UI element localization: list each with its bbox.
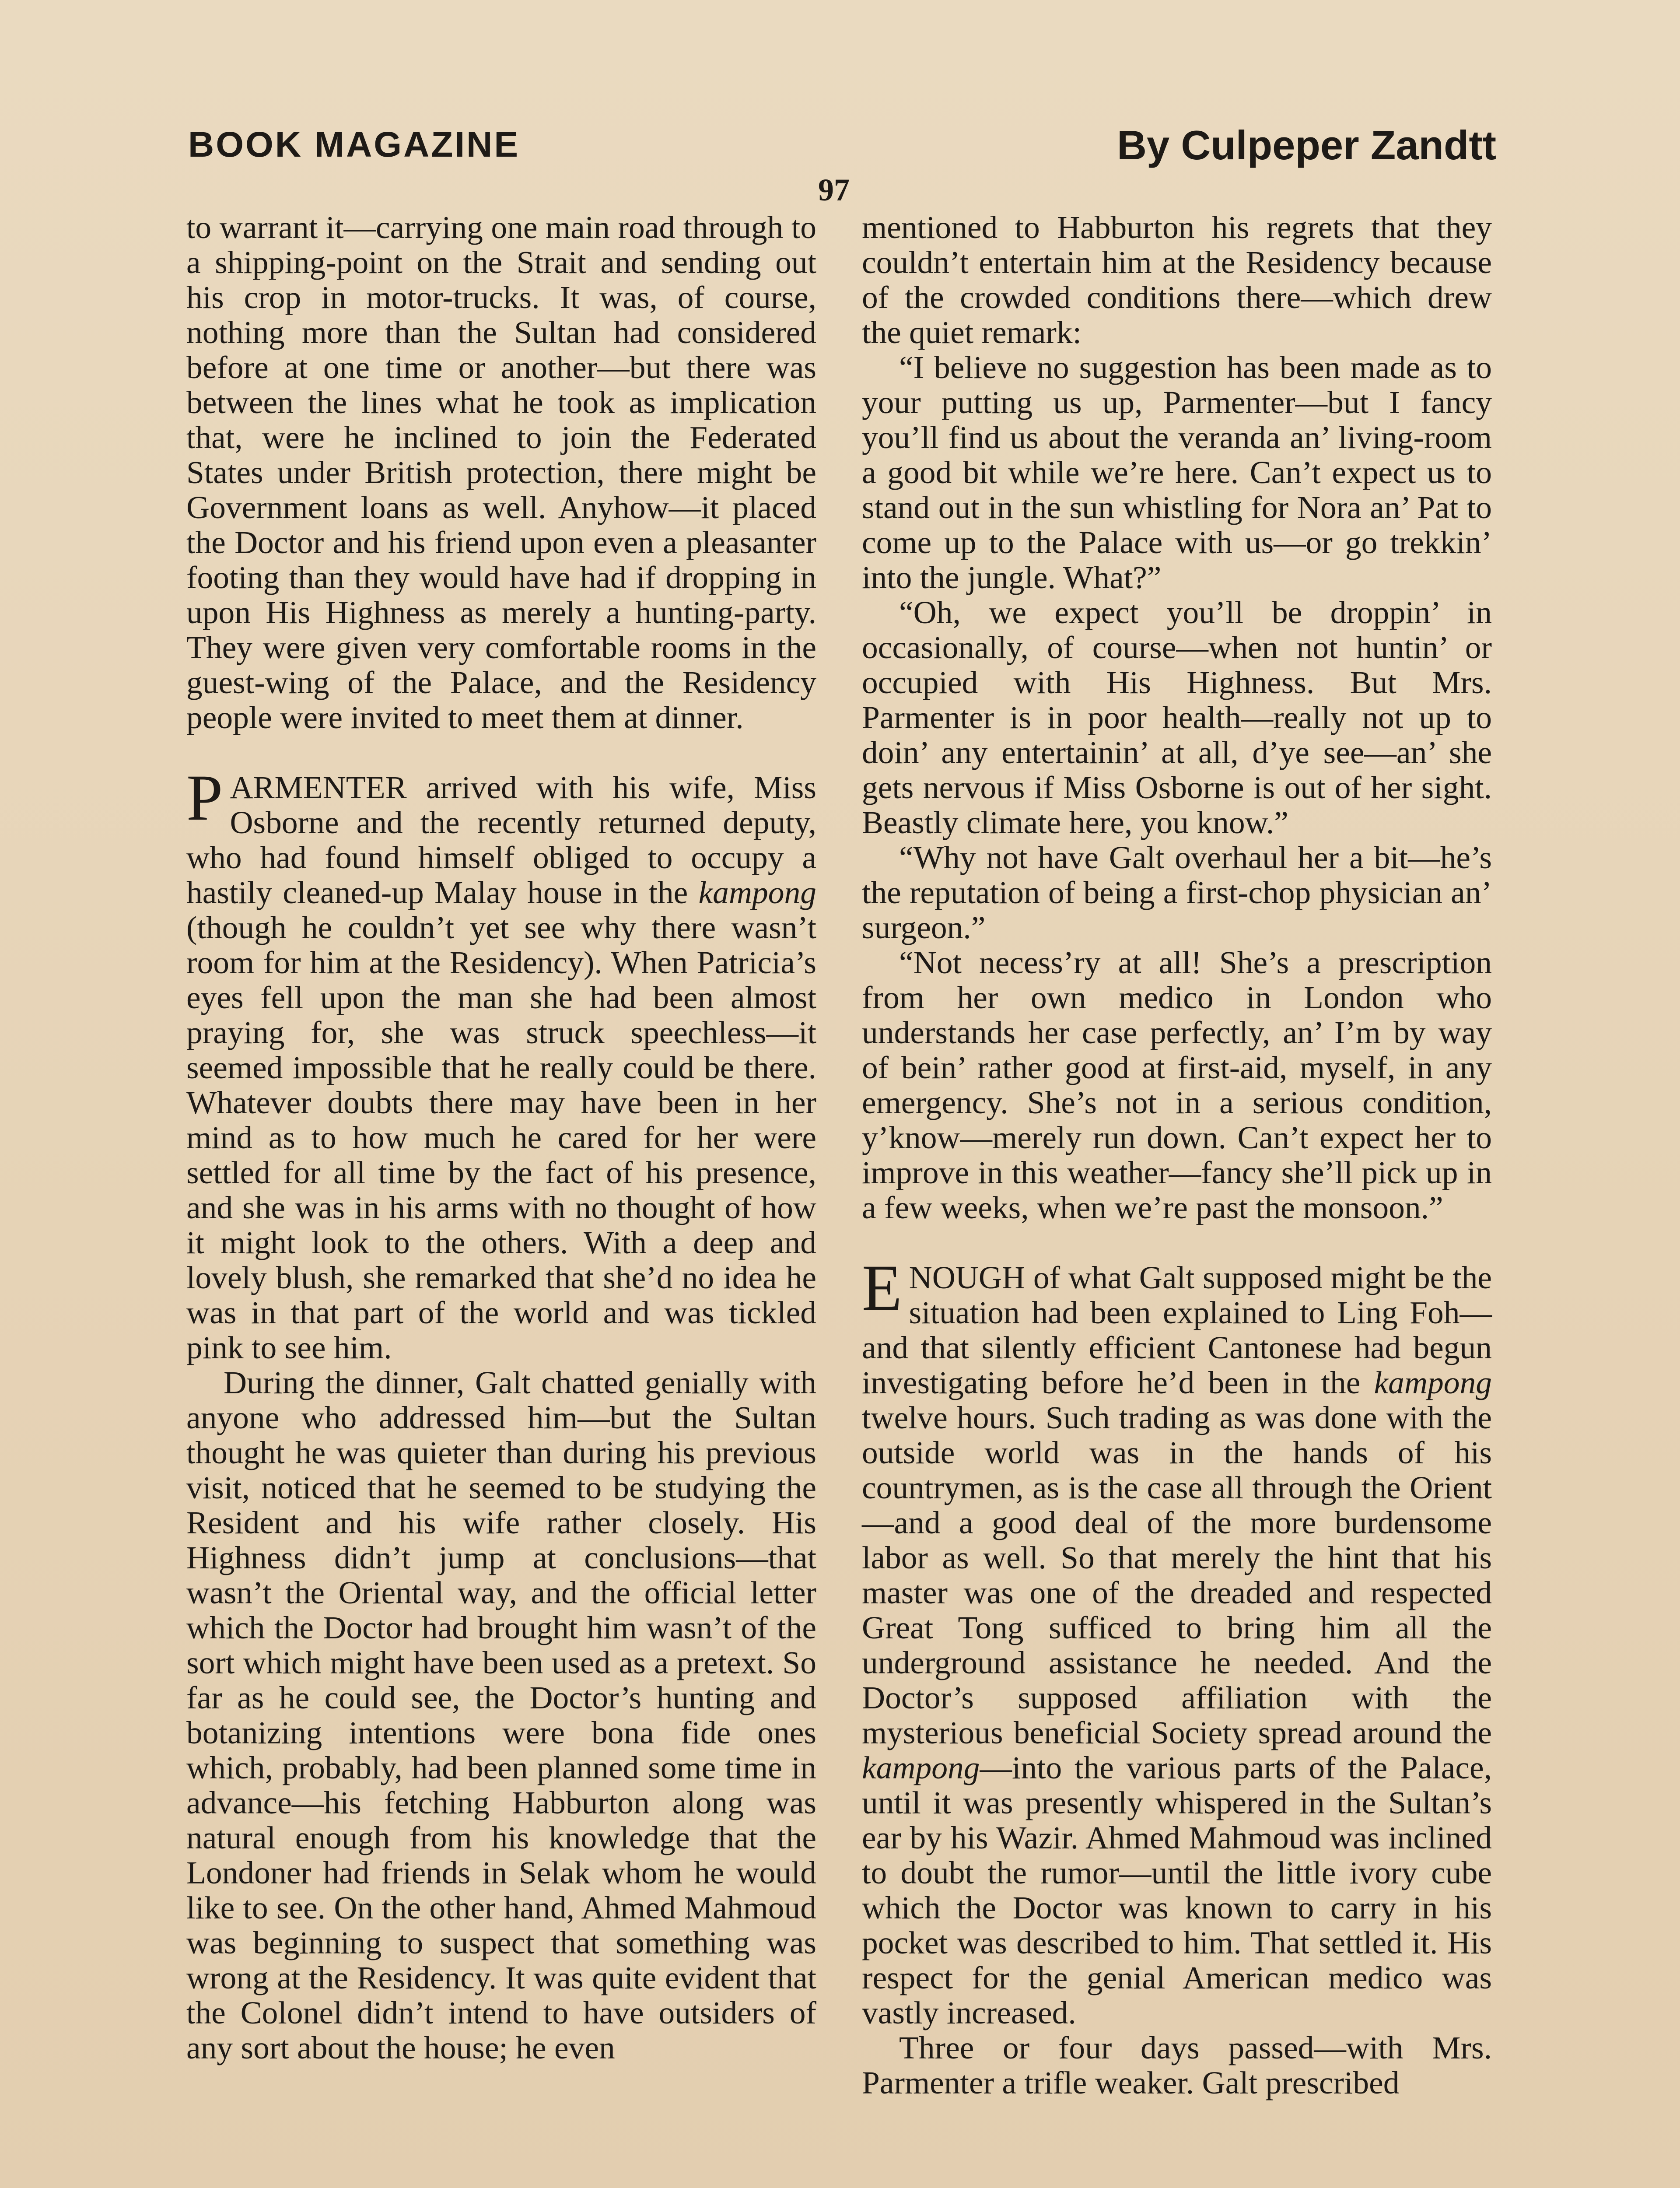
page-number: 97: [818, 172, 850, 207]
drop-cap-letter: E: [862, 1252, 902, 1324]
paragraph: During the dinner, Galt chatted genially with anyone who addressed him—but the Sultan thought he was quieter than during his previous visit, noticed that he seemed to be studying the Resident and his wife rather closely. His Highness didn’t jump at conclusions—that wasn’t the Oriental way, and the official letter which the Doctor had brought him wasn’t of the sort which might have been used as a pretext. So far as he could see, the Doctor’s hunting and botanizing intentions were bona fide ones which, probably, had been planned some time in advance—his fetching Habburton along was natural enough from his knowledge that the Londoner had friends in Selak whom he would like to see. On the other hand, Ahmed Mahmoud was beginning to suspect that something was wrong at the Residency. It was quite evident that the Colonel didn’t intend to have outsiders of any sort about the house; he even: [186, 1365, 816, 2065]
drop-cap-letter: P: [186, 761, 223, 834]
paragraph-text: arrived with his wife, Miss Osborne and the recently returned deputy, who had found himself obliged to occupy a hastily cleaned-up Malay house in the: [186, 770, 816, 910]
paragraph-text: of what Galt supposed might be the situation had been explained to Ling Foh—and that silently efficient Cantonese had begun investigating before he’d been in the: [862, 1260, 1492, 1400]
paragraph-text: (though he couldn’t yet see why there wasn’t room for him at the Residency). When Patricia’s eyes fell upon the man she had been almost praying for, she was struck speechless—it seemed impossible that he really could be there. Whatever doubts there may have been in her mind as to how much he cared for her were settled for all time by the fact of his presence, and she was in his arms with no thought of how it might look to the others. With a deep and lovely blush, she remarked that she’d no idea he was in that part of the world and was tickled pink to see him.: [186, 910, 816, 1365]
paragraph: “Oh, we expect you’ll be droppin’ in occasionally, of course—when not huntin’ or occupied with His Highness. But Mrs. Parmenter is in poor health—really not up to doin’ any entertainin’ at all, d’ye see—an’ she gets nervous if Miss Osborne is out of her sight. Beastly climate here, you know.”: [862, 595, 1492, 840]
italic-word: kampong: [862, 1750, 980, 1785]
paragraph: “Not necess’ry at all! She’s a prescription from her own medico in London who understands her case perfectly, an’ I’m by way of bein’ rather good at first-aid, myself, in any emergency. She’s not in a serious condition, y’know—merely run down. Can’t expect her to improve in this weather—fancy she’ll pick up in a few weeks, when we’re past the monsoon.”: [862, 945, 1492, 1225]
paragraph-text: twelve hours. Such trading as was done with the outside world was in the hands of his countrymen, as is the case all through the Orient—and a good deal of the more burdensome labor as well. So that merely the hint that his master was one of the dreaded and respected Great Tong sufficed to bring him all the underground assistance he needed. And the Doctor’s supposed affiliation with the mysterious beneficial Society spread around the: [862, 1400, 1492, 1750]
author-byline: By Culpeper Zandtt: [1117, 122, 1496, 168]
italic-word: kampong: [698, 875, 816, 910]
paragraph: to warrant it—carrying one main road through to a shipping-point on the Strait and sending out his crop in motor-trucks. It was, of course, nothing more than the Sultan had considered before at one time or another—but there was between the lines what he took as implication that, were he inclined to join the Federated States under British protection, there might be Government loans as well. Anyhow—it placed the Doctor and his friend upon even a pleasanter footing than they would have had if dropping in upon His Highness as merely a hunting-party. They were given very comfortable rooms in the guest-wing of the Palace, and the Residency people were invited to meet them at dinner.: [186, 210, 816, 735]
right-text-column: [862, 210, 1492, 2100]
italic-word: kampong: [1374, 1365, 1492, 1400]
dropcap-paragraph: [186, 761, 816, 1365]
paragraph: Three or four days passed—with Mrs. Parmenter a trifle weaker. Galt prescribed: [862, 2030, 1492, 2100]
paragraph: “I believe no suggestion has been made as to your putting us up, Parmenter—but I fancy you’ll find us about the veranda an’ living-room a good bit while we’re here. Can’t expect us to stand out in the sun whistling for Nora an’ Pat to come up to the Palace with us—or go trekkin’ into the jungle. What?”: [862, 350, 1492, 595]
paragraph: mentioned to Habburton his regrets that they couldn’t entertain him at the Residency because of the crowded conditions there—which drew the quiet remark:: [862, 210, 1492, 350]
lead-word: ARMENTER: [230, 770, 407, 805]
magazine-title: BOOK MAGAZINE: [188, 125, 520, 165]
paragraph: “Why not have Galt overhaul her a bit—he’s the reputation of being a first-chop physician an’ surgeon.”: [862, 840, 1492, 945]
dropcap-paragraph: [862, 1252, 1492, 2030]
lead-word: NOUGH: [909, 1260, 1026, 1295]
left-text-column: [186, 210, 816, 2065]
paragraph-text: —into the various parts of the Palace, until it was presently whispered in the Sultan’s ear by his Wazir. Ahmed Mahmoud was inclined to doubt the rumor—until the little ivory cube which the Doctor was known to carry in his pocket was described to him. That settled it. His respect for the genial American medico was vastly increased.: [862, 1750, 1492, 2030]
